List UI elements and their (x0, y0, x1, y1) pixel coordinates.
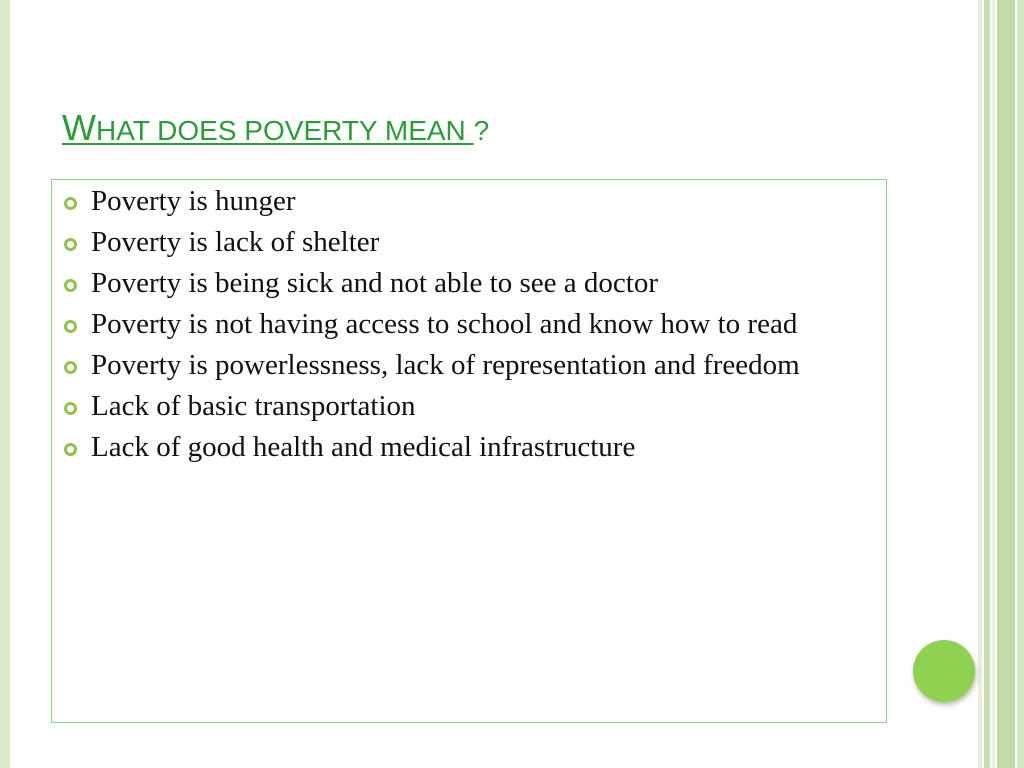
right-bar (997, 0, 1015, 768)
slide-title-underlined (62, 107, 474, 148)
slide-title-question-mark: ? (473, 115, 490, 146)
bullet-text: Poverty is lack of shelter (91, 226, 380, 258)
bullet-item (64, 390, 876, 427)
left-decorative-stripe (0, 0, 10, 768)
bullet-item (64, 349, 876, 386)
right-bar (984, 0, 990, 768)
right-bar (992, 0, 995, 768)
bullet-text: Poverty is hunger (91, 185, 296, 217)
bullet-text: Poverty is not having access to school and know how to read (91, 308, 798, 340)
right-bar (978, 0, 982, 768)
hollow-circle-bullet-icon (64, 279, 77, 292)
bullet-text: Lack of basic transportation (91, 390, 416, 422)
right-decorative-bars (978, 0, 1024, 768)
green-circle-button[interactable] (913, 640, 975, 702)
content-placeholder-box (51, 179, 887, 723)
hollow-circle-bullet-icon (64, 443, 77, 456)
bullet-list (64, 185, 876, 477)
bullet-item (64, 226, 876, 263)
hollow-circle-bullet-icon (64, 361, 77, 374)
slide-title-first-letter: W (62, 107, 96, 148)
bullet-item (64, 308, 876, 345)
bullet-item (64, 185, 876, 222)
bullet-item (64, 431, 876, 468)
bullet-text: Poverty is being sick and not able to see a doctor (91, 267, 658, 299)
hollow-circle-bullet-icon (64, 402, 77, 415)
bullet-item (64, 267, 876, 304)
slide-title-text: HAT DOES POVERTY MEAN (95, 115, 474, 146)
slide-title (62, 107, 490, 148)
hollow-circle-bullet-icon (64, 238, 77, 251)
right-bar (1017, 0, 1024, 768)
bullet-text: Poverty is powerlessness, lack of representation and freedom (91, 349, 800, 381)
hollow-circle-bullet-icon (64, 197, 77, 210)
hollow-circle-bullet-icon (64, 320, 77, 333)
bullet-text: Lack of good health and medical infrastructure (91, 431, 636, 463)
